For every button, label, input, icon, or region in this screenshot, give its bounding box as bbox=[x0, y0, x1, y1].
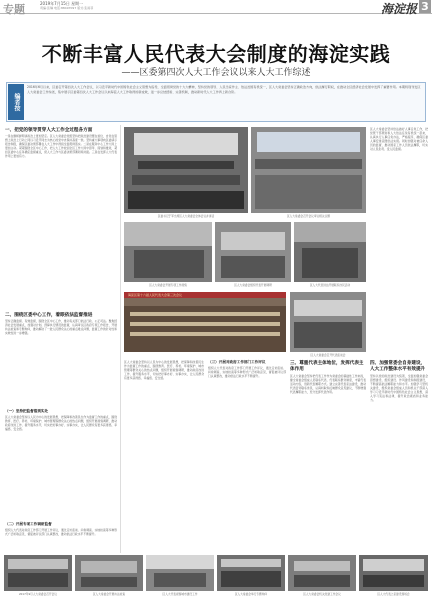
bottom-scene-1 bbox=[4, 555, 72, 591]
editor-credit: 责编:张琳 电话:88497097 版式:张雨菲 bbox=[40, 6, 94, 10]
photo-b4 bbox=[290, 292, 366, 352]
section-2-sub2: （二）开展专项工作调研监督 bbox=[5, 522, 52, 526]
forum-scene bbox=[290, 292, 366, 352]
photo-b4-caption: 区人大常委会召开代表座谈会 bbox=[310, 353, 346, 357]
bottom-scene-2 bbox=[75, 555, 143, 591]
section-2-text-c: 组织人大代表对政府工作部门开展工作评议，通过走访座谈、问卷调查、实地检查等多种形式广泛听取意见，督促被评议部门认真整改，推动依法行政水平不断提升。 bbox=[5, 528, 117, 536]
middle-subheading: （三）开展对政府工作部门工作评议 bbox=[208, 360, 266, 364]
assembly-banner-text: 海淀区第十六届人民代表大会第三次会议 bbox=[128, 293, 183, 297]
photo-b1 bbox=[124, 222, 212, 282]
photo-b3 bbox=[294, 222, 366, 282]
assembly-photo bbox=[124, 292, 286, 352]
bottom-photo-6 bbox=[359, 555, 428, 591]
conference-scene bbox=[251, 127, 366, 213]
survey-scene bbox=[215, 222, 291, 282]
bottom-photo-5 bbox=[288, 555, 356, 591]
section-1-text: 一是在旗帜鲜明讲政治上更加坚定。区人大常委会党组坚持把政治建设摆在首位，自觉在思想上政治上行动上同以习近平同志为核心的党中央保持高度一致。坚持重大事项向区委请示报告制度，确保区委决策部署在人大工作中得到全面贯彻落实。二是在服务中心工作大局上更加主动。紧紧围绕全区中心工作，把人大工作放到全区工作大局中思考、谋划和推进，紧扣区委中心任务确定监督重点，使人大工作与区委决策部署同频共振。三是在发挥人大代表作用上更加有力。 bbox=[5, 134, 117, 158]
bottom-photo-3 bbox=[146, 555, 214, 591]
main-photo bbox=[124, 127, 248, 213]
photo-b1-caption: 区人大常委会开展专项工作视察 bbox=[149, 283, 187, 287]
section-2-text-b: 区人大常委会坚持以人民为中心的发展思想，把保障和改善民生作为监督工作的重点，围绕教育、医疗、养老、环境保护、城市管理等群众关心的热点问题，组织开展视察调研，推动政府改进工作、提升服务水平，切实把好事办好、实事办实，让人民群众有更多获得感、幸福感、安全感。 bbox=[5, 415, 117, 431]
right-column-text: 区人大常委会坚持依法做好人事任免工作，把党管干部原则和人大依法任免有机统一起来，认真执行人事任免办法，严格程序，确保区委人事安排意图依法实现。同时加强对被任命人员的监督，推动国家工作人员依法履职，切实对人民负责、受人民监督。 bbox=[370, 127, 428, 151]
delegate-scene bbox=[294, 222, 366, 282]
right-photo bbox=[251, 127, 366, 213]
bottom-scene-4 bbox=[217, 555, 285, 591]
section-4-text: 坚持以党的政治建设为统领，全面加强常委会思想建设、组织建设、作风建设和制度建设，不断提高依法履职能力和水平。加强学习型机关建设，组织常委会组成人员和机关干部深入学习习近平新时代中国特色社会主义思想，深入学习宪法和法律，提升政治素质和业务能力。 bbox=[370, 374, 428, 402]
assembly-hall-scene bbox=[124, 292, 286, 352]
bottom-caption-1: 2017年9月人大常委会召开会议 bbox=[18, 592, 58, 596]
newspaper-logo: 海淀报 bbox=[380, 2, 417, 16]
photo-b2 bbox=[215, 222, 291, 282]
masthead bbox=[0, 0, 432, 14]
editor-note bbox=[6, 82, 426, 122]
subheadline: ——区委第四次人大工作会议以来人大工作综述 bbox=[121, 68, 311, 78]
headline: 不断丰富人民代表大会制度的海淀实践 bbox=[41, 42, 391, 66]
section-name: 专题 bbox=[3, 3, 25, 16]
editor-note-tag: 编者按 bbox=[8, 84, 24, 120]
bottom-photo-2 bbox=[75, 555, 143, 591]
bottom-caption-5: 区人大常委会机关党建工作会议 bbox=[303, 592, 341, 596]
bottom-caption-4: 区人大常委会举行专题询问 bbox=[234, 592, 268, 596]
bottom-scene-3 bbox=[146, 555, 214, 591]
section-4-title: 四、加强常委会自身建设，人大工作整体水平有效提升 bbox=[370, 361, 426, 372]
main-photo-caption: 区委书记于军出席区人大常委会全体会议并讲话 bbox=[157, 214, 215, 218]
editor-note-text: 2016年6月以来，区委召开第四次人大工作会议，以习近平新时代中国特色社会主义思想为指导，全面贯彻党的十九大精神，坚持党的领导、人民当家作主、依法治国有机统一，区人大常委会坚持正确政治方向，依法履行职权，在推动全区经济社会发展中发挥了重要作用。本期特别刊发区人大常委会工作综述，集中展示区委第四次人大工作会议以来海淀人大工作取得的新成效，进一步总结经验、完善机制，推动新时代人大工作再上新台阶。 bbox=[27, 85, 421, 94]
column-divider bbox=[120, 125, 121, 553]
section-2-text: 坚持正确监督、有效监督，围绕全区中心工作，推动有关部门依法行政、公正司法。聚焦经济社会发展重点，加强对计划、预算执行情况的监督，认真审议区政府专项工作报告，开展执法检查和专题询问，推动解决了一批人民群众关心的重点难点问题，监督工作的针对性和实效性进一步增强。 bbox=[5, 319, 117, 335]
right-photo-caption: 区人大常委会召开会议审议相关议题 bbox=[287, 214, 330, 218]
section-2-title: 二、围绕区委中心工作，着眼依法监督推进 bbox=[5, 313, 93, 318]
middle-column-text-b: 组织人大代表对政府工作部门开展工作评议，通过走访座谈、问卷调查、实地检查等多种形式广泛听取意见，督促被评议部门认真整改，推动依法行政水平不断提升。 bbox=[208, 366, 286, 378]
bottom-photo-1 bbox=[4, 555, 72, 591]
inspection-scene bbox=[124, 222, 212, 282]
middle-column-text: 区人大常委会坚持以人民为中心的发展思想，把保障和改善民生作为监督工作的重点，围绕教育、医疗、养老、环境保护、城市管理等群众关心的热点问题，组织开展视察调研，推动政府改进工作、提升服务水平，切实把好事办好、实事办实，让人民群众有更多获得感、幸福感、安全感。 bbox=[124, 360, 204, 380]
photo-b3-caption: 区人大代表进站开展联系选民活动 bbox=[309, 283, 351, 287]
bottom-caption-2: 区人大常委会开展执法检查 bbox=[92, 592, 126, 596]
bottom-photo-4 bbox=[217, 555, 285, 591]
page-number: 3 bbox=[419, 0, 431, 13]
section-3-text: 区人大常委会坚持把代表工作作为常委会的基础性工作来抓，健全常委会组成人员联系代表、代表联系群众制度，丰富代表活动内容，创新代表履职方式。建立完善代表家站建设，推动代表密切联系选民，认真听取和反映群众意见建议，不断增强代表履职能力，充分发挥代表作用。 bbox=[290, 374, 366, 394]
bottom-scene-6 bbox=[359, 555, 428, 591]
photo-b2-caption: 区人大常委会组织代表开展调研 bbox=[234, 283, 272, 287]
issue-date: 2019年7月15日 星期一 bbox=[40, 1, 84, 6]
section-3-title: 三、尊重代表主体地位，发挥代表主体作用 bbox=[290, 361, 364, 372]
meeting-scene bbox=[124, 127, 248, 213]
section-1-title: 一、把党的领导贯穿人大工作全过程各方面 bbox=[5, 128, 93, 133]
bottom-caption-6: 区人大代表之家建设现场会 bbox=[377, 592, 410, 596]
bottom-caption-3: 区人大代表视察城市建设工作 bbox=[162, 592, 198, 596]
bottom-scene-5 bbox=[288, 555, 356, 591]
section-2-sub1: （一）坚持把监督落到实处 bbox=[5, 409, 49, 413]
bottom-photo-strip bbox=[0, 555, 432, 600]
